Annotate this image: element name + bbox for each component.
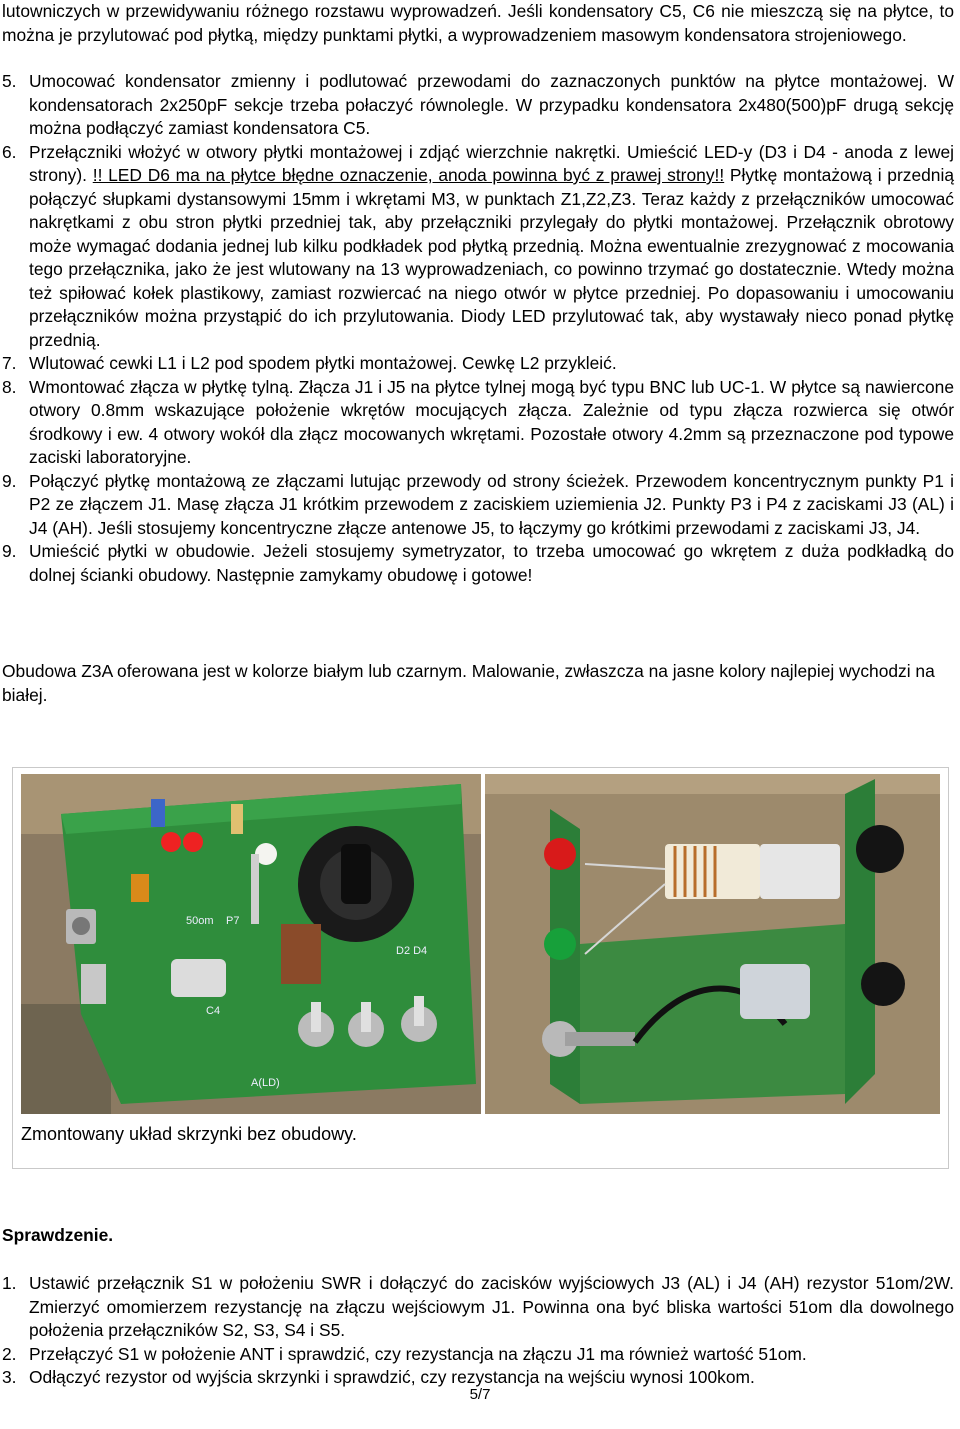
page-number: 5/7	[469, 1386, 491, 1403]
figure-frame	[12, 767, 949, 1169]
figure-caption: Zmontowany układ skrzynki bez obudowy.	[21, 1124, 357, 1144]
step-number: 3.	[2, 1367, 17, 1387]
step-5	[2, 70, 954, 141]
step-text: Ustawić przełącznik S1 w położeniu SWR i dołączyć do zacisków wyjściowych J3 (AL) i J4 (AH) rezystor 51om/2W. Zmierzyć omomierzem rezystancję na złączu wejściowym J1. Powinna ona być bliska wartości 51om dla dowolnego położenia przełączników S2, S3, S4 i S5.	[29, 1273, 954, 1340]
warning-text: !! LED D6 ma na płytce błędne oznaczenie, anoda powinna być z prawej strony!!	[92, 165, 725, 185]
step-text: Odłączyć rezystor od wyjścia skrzynki i sprawdzić, czy rezystancja na wejściu wynosi 100kom.	[29, 1367, 755, 1387]
step-text: Wmontować złącza w płytkę tylną. Złącza J1 i J5 na płytce tylnej mogą być typu BNC lub UC-1. W płytce są nawiercone otwory 0.8mm wskazujące położenie wkrętów mocujących złącza. Zależnie od typu złącza rozwierca się otwór środkowy i ew. 4 otwory wokół dla złącz mocowanych wkrętami. Pozostałe otwory 4.2mm są przeznaczone pod typowe zaciski laboratoryjne.	[29, 376, 954, 467]
check-step-1	[2, 1272, 954, 1343]
step-text: Wlutować cewki L1 i L2 pod spodem płytki montażowej. Cewkę L2 przykleić.	[29, 353, 617, 373]
step-number: 1.	[2, 1273, 17, 1293]
step-text: Przełączyć S1 w położenie ANT i sprawdzić, czy rezystancja na złączu J1 ma również wartość 51om.	[29, 1343, 807, 1364]
step-text: Przełączniki włożyć w otwory płytki montażowej i zdjąć wierzchnie nakrętki. Umieścić LED-y (D3 i D4 - anoda z lewej strony).	[29, 141, 954, 185]
housing-note: Obudowa Z3A oferowana jest w kolorze białym lub czarnym. Malowanie, zwłaszcza na jasne kolory najlepiej wychodzi na białej.	[2, 661, 935, 705]
step-number: 9.	[2, 470, 17, 491]
pcb-label-p7: P7	[226, 915, 240, 927]
step-7	[2, 352, 954, 376]
pcb-front-illustration	[21, 774, 481, 1114]
pcb-label-50om: 50om	[186, 915, 214, 927]
step-text: Umocować kondensator zmienny i podlutować przewodami do zaznaczonych punktów na płytce montażowej. W kondensatorach 2x250pF sekcje trzeba połaczyć równolegle. W przypadku kondensatora 2x480(500)pF drugą sekcję można podłączyć zamiast kondensatora C5.	[29, 71, 954, 138]
step-8	[2, 376, 954, 470]
step-9b	[2, 540, 954, 587]
step-number: 2.	[2, 1343, 17, 1364]
pcb-side-illustration	[485, 774, 940, 1114]
pcb-photo-left	[21, 774, 481, 1114]
step-text: Umieścić płytki w obudowie. Jeżeli stosujemy symetryzator, to trzeba umocować go wkrętem z duża podkładką do dolnej ścianki obudowy. Następnie zamykamy obudowę i gotowe!	[29, 541, 954, 585]
check-step-2	[2, 1343, 954, 1367]
check-steps	[2, 1272, 954, 1390]
step-number: 9.	[2, 541, 17, 561]
step-text: Połączyć płytkę montażową ze złączami lutując przewody od strony ścieżek. Przewodem koncentrycznym punkty P1 i P2 ze złączem J1. Masę złącza J1 krótkim przewodem z zaciskiem uziemienia J2. Punkty P3 i P4 z zaciskami J3 (AL) i J4 (AH). Jeśli stosujemy koncentryczne złącze antenowe J5, to łączymy go krótkimi przewodami z zaciskami J3, J4.	[29, 470, 954, 538]
assembly-steps	[2, 70, 954, 587]
pcb-label-ald: A(LD)	[251, 1077, 280, 1089]
step-number: 6.	[2, 141, 17, 162]
continuation-paragraph	[2, 0, 954, 47]
continuation-text: lutowniczych w przewidywaniu różnego rozstawu wyprowadzeń. Jeśli kondensatory C5, C6 nie mieszczą się na płytce, to można je przylutować pod płytką, między punktami płytki, a wyprowadzeniem masowym kondensatora strojeniowego.	[2, 1, 954, 45]
pcb-label-c4: C4	[206, 1005, 221, 1017]
step-6	[2, 141, 954, 353]
step-text-cont: Płytkę montażową i przednią połączyć słupkami dystansowymi 15mm i wkrętami M3, w punktach Z1,Z2,Z3. Teraz każdy z przełączników umocować nakrętkami z obu stron płytki przedniej tak, aby przełączniki przylegały do płytki montażowej. Przełącznik obrotowy może wymagać dodania jednej lub kilku podkładek pod płytką przednią. Można ewentualnie zrezygnować z mocowania tego przełącznika, jako że jest wlutowany na 13 wyprowadzeniach, co powinno trzymać go dostatecznie. Wtedy można też spiłować kołek plastikowy, zamiast rozwiercać na niego otwór w płytce przedniej. Po dopasowaniu i umocowaniu przełączników można przystąpić do ich przylutowania. Diody LED przylutować tak, aby wystawały nieco ponad płytkę przednią.	[29, 165, 955, 350]
pcb-label-d: D2 D4	[396, 945, 428, 957]
step-number: 8.	[2, 376, 17, 397]
check-section-title: Sprawdzenie.	[2, 1225, 114, 1245]
step-9	[2, 470, 954, 541]
step-number: 5.	[2, 71, 17, 91]
step-number: 7.	[2, 353, 17, 373]
pcb-photo-right	[485, 774, 940, 1114]
